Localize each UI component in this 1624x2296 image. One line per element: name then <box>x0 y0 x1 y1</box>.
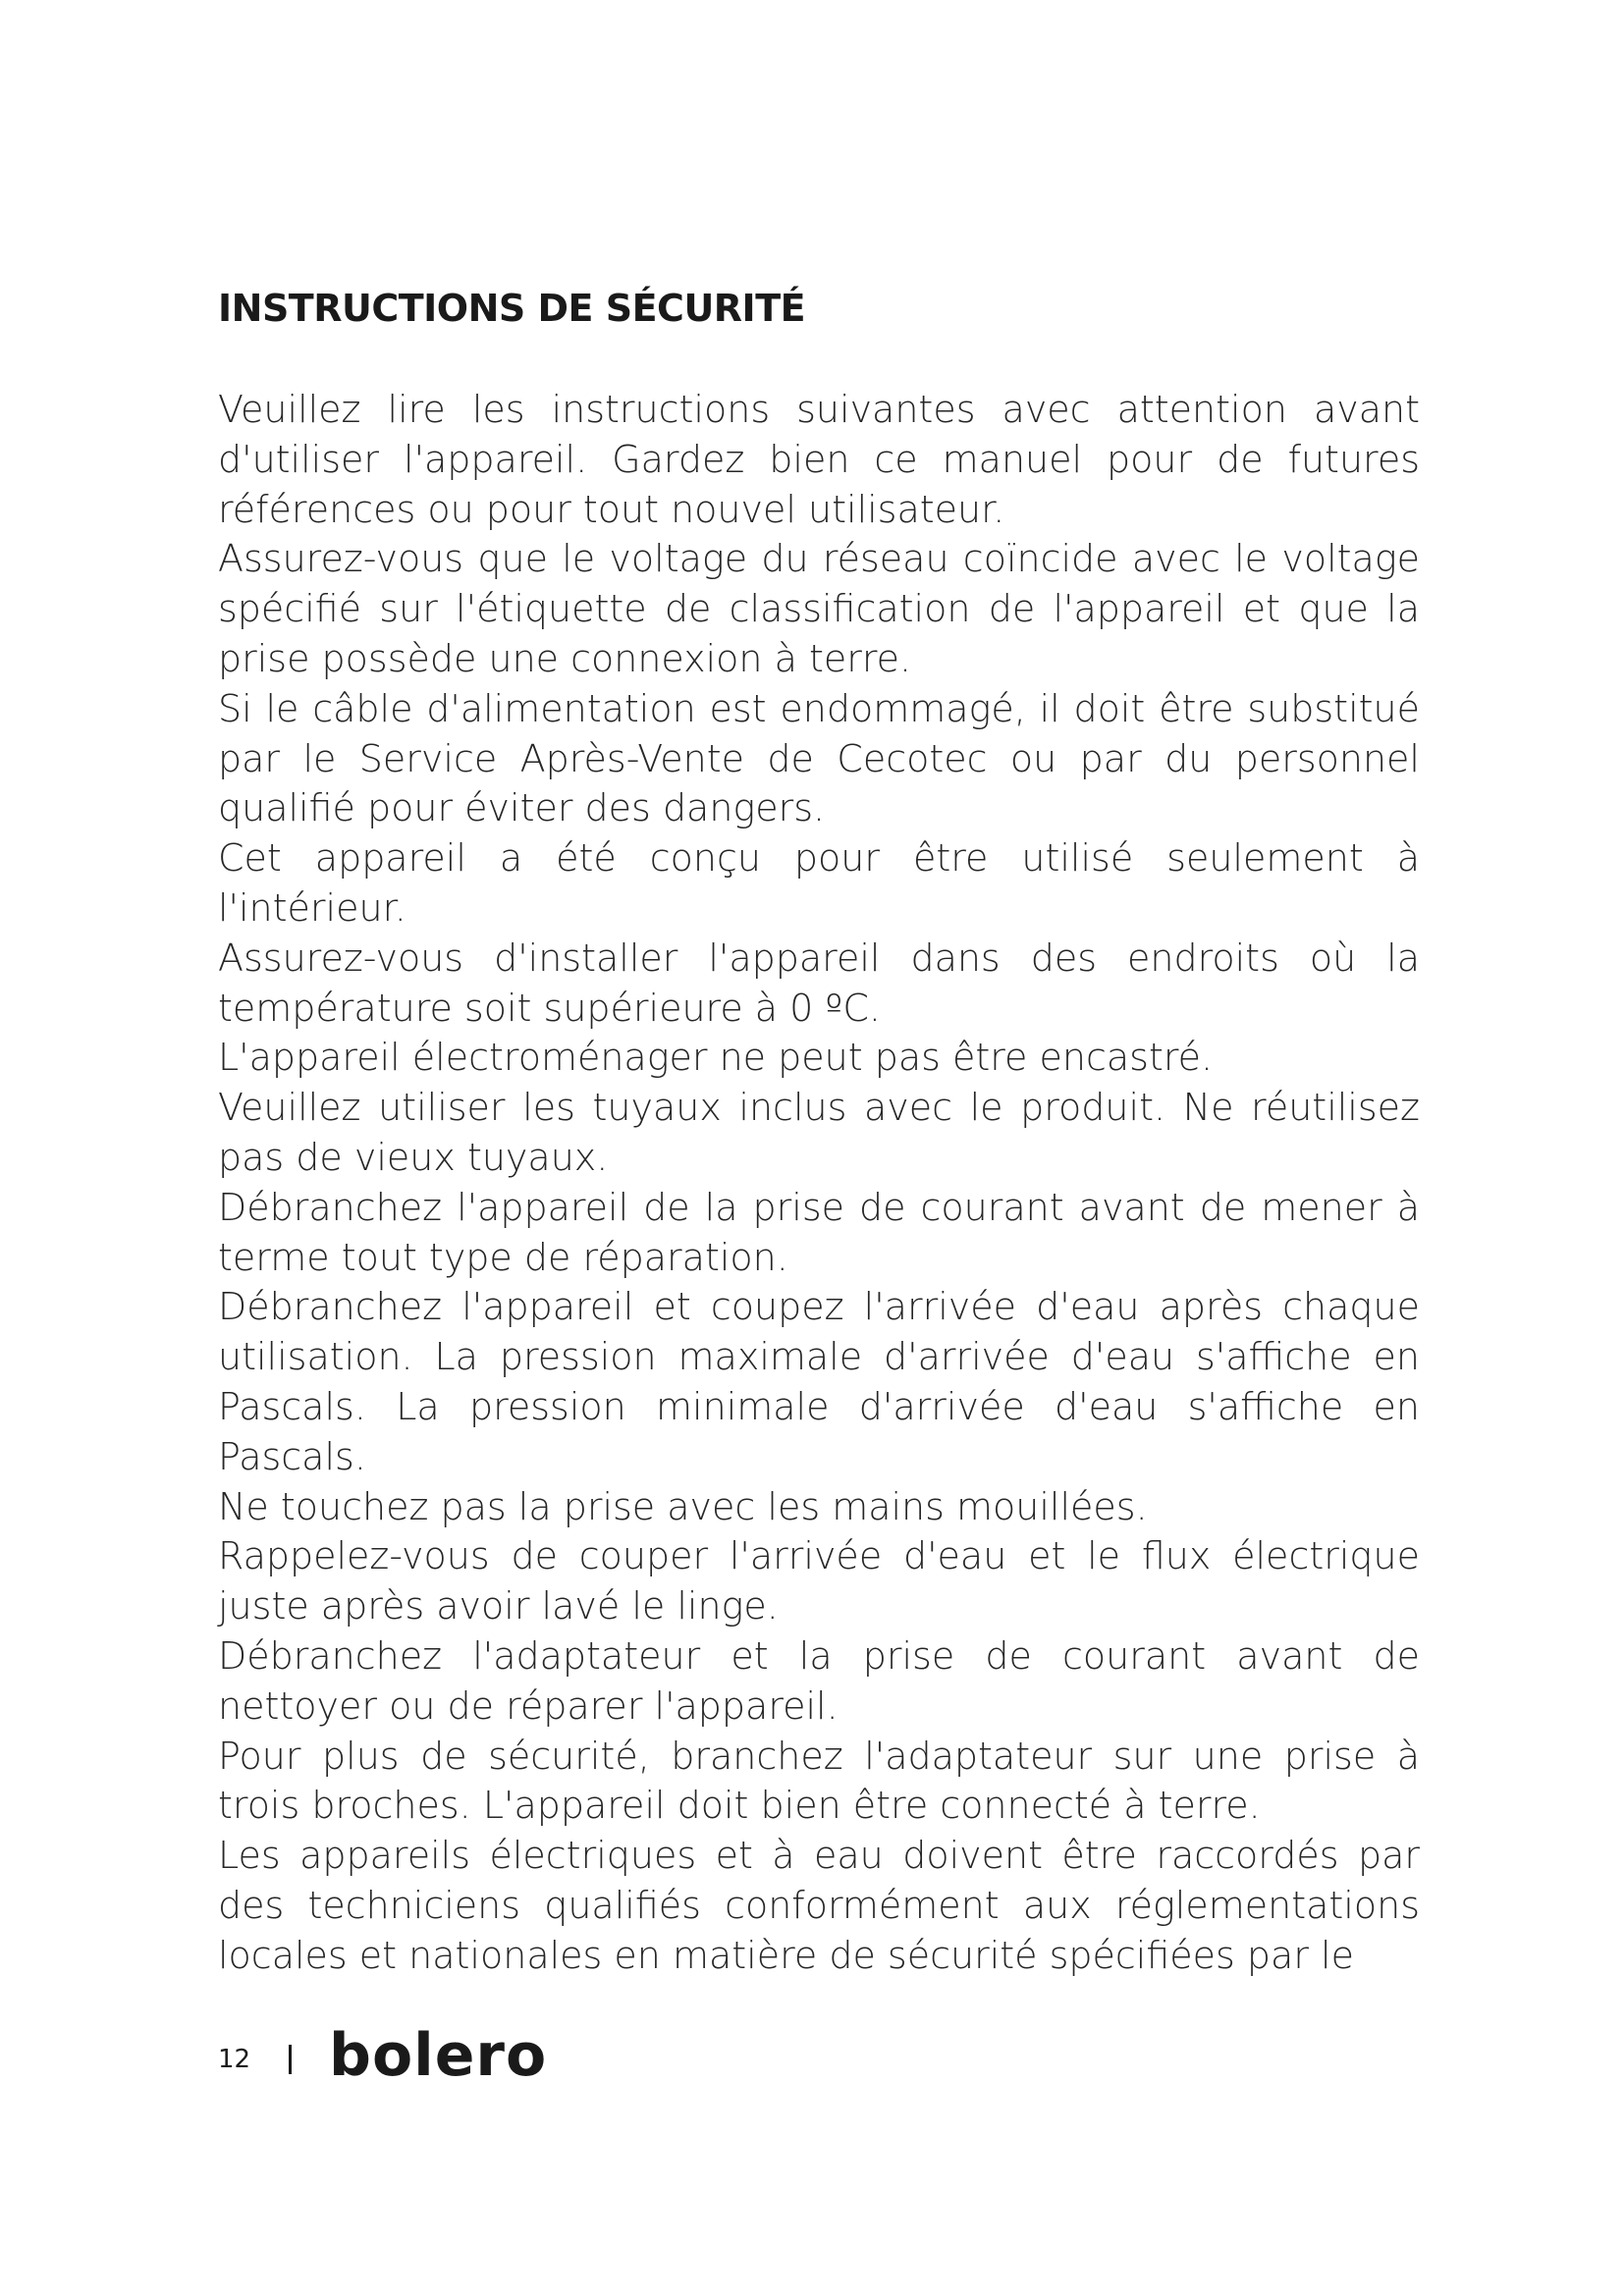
instruction-paragraph: Veuillez lire les instructions suivantes avec attention avant d'utiliser l'appareil. Gardez bien ce manuel pour de futures références ou pour tout nouvel utilisateur. <box>218 388 1420 531</box>
instruction-paragraph: Ne touchez pas la prise avec les mains mouillées. <box>218 1484 1148 1528</box>
instruction-paragraph: Débranchez l'adaptateur et la prise de courant avant de nettoyer ou de réparer l'appareil. <box>218 1633 1420 1728</box>
instruction-paragraph: L'appareil électroménager ne peut pas être encastré. <box>218 1036 1214 1080</box>
page-number: 12 <box>218 2045 251 2074</box>
instruction-paragraph: Pour plus de sécurité, branchez l'adaptateur sur une prise à trois broches. L'appareil doit bien être connecté à terre. <box>218 1734 1420 1828</box>
footer-divider <box>289 2045 292 2074</box>
safety-instructions <box>218 385 1420 1981</box>
instruction-paragraph: Si le câble d'alimentation est endommagé, il doit être substitué par le Service Après-Vente de Cecotec ou par du personnel qualifié pour éviter des dangers. <box>218 686 1420 830</box>
instruction-paragraph: Cet appareil a été conçu pour être utilisé seulement à l'intérieur. <box>218 836 1420 930</box>
instruction-paragraph: Assurez-vous d'installer l'appareil dans des endroits où la température soit supérieure à 0 ºC. <box>218 935 1420 1030</box>
brand-logo: bolero <box>329 2021 548 2090</box>
instruction-paragraph: Assurez-vous que le voltage du réseau coïncide avec le voltage spécifié sur l'étiquette de classification de l'appareil et que la prise possède une connexion à terre. <box>218 537 1420 680</box>
instruction-paragraph: Veuillez utiliser les tuyaux inclus avec le produit. Ne réutilisez pas de vieux tuyaux. <box>218 1086 1420 1179</box>
instruction-paragraph: Débranchez l'appareil et coupez l'arrivée d'eau après chaque utilisation. La pression maximale d'arrivée d'eau s'affiche en Pascals. La pression minimale d'arrivée d'eau s'affiche en Pascals. <box>218 1285 1420 1478</box>
instruction-paragraph: Les appareils électriques et à eau doivent être raccordés par des techniciens qualifiés conformément aux réglementations locales et nationales en matière de sécurité spécifiées par le <box>218 1834 1420 1977</box>
instruction-paragraph: Rappelez-vous de couper l'arrivée d'eau et le flux électrique juste après avoir lavé le linge. <box>218 1534 1420 1629</box>
section-title: INSTRUCTIONS DE SÉCURITÉ <box>218 287 806 330</box>
page-footer <box>218 2021 548 2090</box>
instruction-paragraph: Débranchez l'appareil de la prise de courant avant de mener à terme tout type de réparation. <box>218 1185 1420 1279</box>
